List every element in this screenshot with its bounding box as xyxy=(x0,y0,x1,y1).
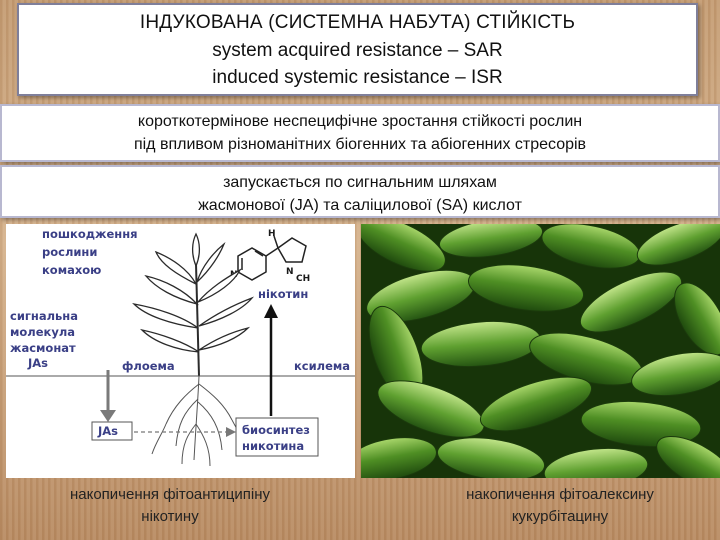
phloem-arrow-icon xyxy=(100,370,116,422)
jas-box-label: JAs xyxy=(98,424,119,438)
pathways-line-1: запускається по сигнальним шляхам xyxy=(223,174,497,191)
title-line-2: system acquired resistance – SAR xyxy=(212,40,503,61)
plant-diagram-svg xyxy=(6,224,355,478)
pathways-line-2: жасмонової (JA) та саліцилової (SA) кислот xyxy=(198,197,522,214)
signal-label-3: жасмонат xyxy=(10,341,76,355)
plant-illustration xyxy=(134,234,252,376)
caption-left-line-1: накопичення фітоантиципіну xyxy=(69,486,271,503)
signal-label-2: молекула xyxy=(10,325,76,339)
caption-right xyxy=(400,484,720,528)
definition-box xyxy=(0,104,720,162)
root-illustration xyxy=(152,376,244,466)
phloem-label: флоема xyxy=(122,359,175,373)
biosynthesis-label-2: никотина xyxy=(242,439,305,453)
signal-label-1: сигнальна xyxy=(10,309,78,323)
caption-right-line-1: накопичення фітоалексину xyxy=(466,486,654,503)
nicotine-label: нікотин xyxy=(258,287,309,301)
pathways-box xyxy=(0,165,720,218)
definition-line-2: під впливом різноманітних біогенних та абіогенних стресорів xyxy=(133,136,587,153)
definition-line-1: короткотермінове неспецифічне зростання стійкості рослин xyxy=(137,113,583,130)
damage-label-2: рослини xyxy=(42,245,98,259)
title-box xyxy=(17,3,698,96)
damage-label-1: пошкодження xyxy=(42,227,138,241)
molecule-n2: N xyxy=(286,267,294,277)
xylem-arrow-icon xyxy=(264,304,278,416)
dashed-arrowhead-icon xyxy=(226,427,236,437)
caption-left xyxy=(20,484,320,528)
damage-label-3: комахою xyxy=(42,263,102,277)
signal-label-4: JAs xyxy=(28,356,49,370)
molecule-ch3: CH xyxy=(296,274,311,284)
title-line-1: ІНДУКОВАНА (СИСТЕМНА НАБУТА) СТІЙКІСТЬ xyxy=(139,12,576,33)
caption-right-line-2: кукурбітацину xyxy=(511,508,609,525)
xylem-label: ксилема xyxy=(294,359,351,373)
molecule-h: H xyxy=(268,229,276,239)
biosynthesis-label-1: биосинтез xyxy=(242,423,310,437)
plant-signal-diagram xyxy=(6,224,355,478)
caption-left-line-2: нікотину xyxy=(141,508,199,525)
title-line-3: induced systemic resistance – ISR xyxy=(212,67,503,88)
cucumbers-photo xyxy=(361,224,720,478)
cucumbers-image xyxy=(361,224,720,478)
